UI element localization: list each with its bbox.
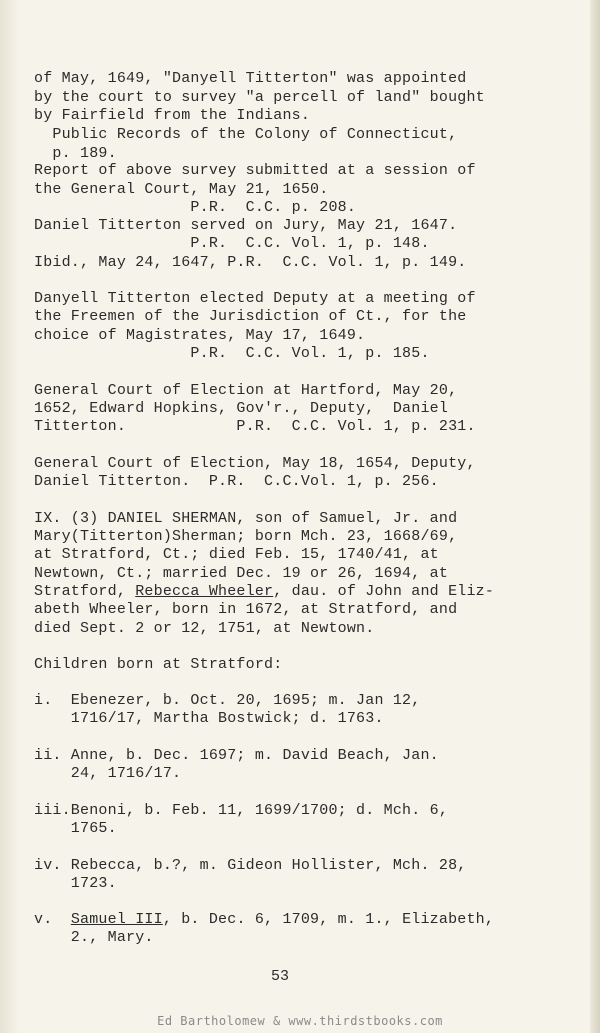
watermark-footer: Ed Bartholomew & www.thirdstbooks.com — [157, 1014, 443, 1028]
text-line: died Sept. 2 or 12, 1751, at Newtown. — [34, 620, 375, 637]
child-entry — [34, 911, 494, 929]
child-entry: iii.Benoni, b. Feb. 11, 1699/1700; d. Mch. 6, — [34, 802, 449, 819]
text-line: by Fairfield from the Indians. — [34, 107, 311, 124]
child-entry-cont: 24, 1716/17. — [34, 765, 182, 782]
citation-line: P.R. C.C. Vol. 1, p. 185. — [34, 345, 430, 362]
text-line — [34, 583, 494, 601]
text-line: Daniel Titterton served on Jury, May 21, 1647. — [34, 217, 458, 234]
text-segment: v. — [34, 911, 71, 928]
spouse-name: Rebecca Wheeler — [135, 583, 274, 600]
child-entry-cont: 1765. — [34, 820, 117, 837]
text-line: the General Court, May 21, 1650. — [34, 181, 329, 198]
children-heading: Children born at Stratford: — [34, 656, 283, 673]
text-line: Daniel Titterton. P.R. C.C.Vol. 1, p. 256. — [34, 473, 439, 490]
citation-line: P.R. C.C. Vol. 1, p. 148. — [34, 235, 430, 252]
text-segment: , b. Dec. 6, 1709, m. 1., Elizabeth, — [162, 911, 495, 928]
child-entry-cont: 1716/17, Martha Bostwick; d. 1763. — [34, 710, 384, 727]
text-line: p. 189. — [34, 145, 117, 162]
text-line: of May, 1649, "Danyell Titterton" was appointed — [34, 70, 467, 87]
child-entry: iv. Rebecca, b.?, m. Gideon Hollister, Mch. 28, — [34, 857, 467, 874]
text-line: General Court of Election at Hartford, May 20, — [34, 382, 458, 399]
text-line: choice of Magistrates, May 17, 1649. — [34, 327, 366, 344]
child-entry: i. Ebenezer, b. Oct. 20, 1695; m. Jan 12, — [34, 692, 421, 709]
text-line: Titterton. P.R. C.C. Vol. 1, p. 231. — [34, 418, 476, 435]
text-line: Ibid., May 24, 1647, P.R. C.C. Vol. 1, p. 149. — [34, 254, 467, 271]
text-line: by the court to survey "a percell of land" bought — [34, 89, 485, 106]
child-name-samuel: Samuel III — [70, 911, 163, 928]
page-number: 53 — [270, 968, 289, 985]
citation-line: P.R. C.C. p. 208. — [34, 199, 357, 216]
child-entry-cont: 2., Mary. — [34, 929, 154, 946]
text-line: the Freemen of the Jurisdiction of Ct., for the — [34, 308, 467, 325]
text-line: abeth Wheeler, born in 1672, at Stratford, and — [34, 601, 458, 618]
text-line: Mary(Titterton)Sherman; born Mch. 23, 1668/69, — [34, 528, 458, 545]
child-entry-cont: 1723. — [34, 875, 117, 892]
child-entry: ii. Anne, b. Dec. 1697; m. David Beach, Jan. — [34, 747, 439, 764]
text-segment: , dau. of John and Eliz- — [273, 583, 495, 600]
page-edge — [590, 0, 600, 1033]
text-line: Newtown, Ct.; married Dec. 19 or 26, 1694, at — [34, 565, 449, 582]
text-line: at Stratford, Ct.; died Feb. 15, 1740/41, at — [34, 546, 439, 563]
page-spine-shadow — [0, 0, 20, 1033]
text-line: Report of above survey submitted at a session of — [34, 162, 476, 179]
text-line: General Court of Election, May 18, 1654, Deputy, — [34, 455, 476, 472]
text-line: Public Records of the Colony of Connecticut, — [34, 126, 458, 143]
text-segment: Stratford, — [34, 583, 136, 600]
text-line: 1652, Edward Hopkins, Gov'r., Deputy, Daniel — [34, 400, 449, 417]
entry-heading-line: IX. (3) DANIEL SHERMAN, son of Samuel, Jr. and — [34, 510, 458, 527]
text-line: Danyell Titterton elected Deputy at a meeting of — [34, 290, 476, 307]
